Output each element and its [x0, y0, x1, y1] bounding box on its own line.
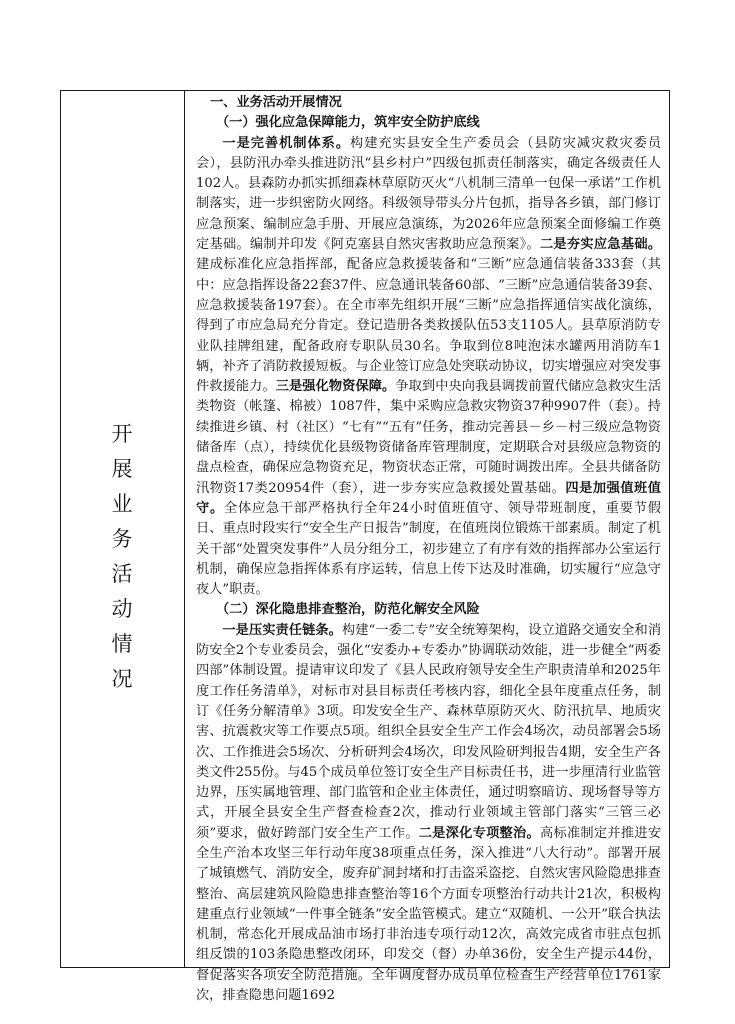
section-label: 开展业务活动情况: [111, 421, 134, 691]
lead-foundation: 二是夯实应急基础。: [539, 237, 662, 253]
subheading-hazard-rectification: （二）深化隐患排查整治，防范化解安全风险: [216, 602, 480, 618]
section-label-cell: [61, 91, 185, 967]
lead-special-rectification: 二是深化专项整治。: [418, 825, 540, 841]
content-cell: [185, 91, 669, 1004]
subheading-emergency-capacity: （一）强化应急保障能力，筑牢安全防护底线: [216, 115, 480, 131]
paragraph-hazard-rectification: 一是压实责任链条。构建“一委二专”安全统筹架构，设立道路交通安全和消防安全2个专业委员会，强化“安委办+专委办”协调联动效能，进一步健全“两委四部”体制设置。提请审议印发了《县人民政府领导安全生产职责清单和2025年度工作任务清单》，对标市对县目标责任考核内容，细化全县年度重点任务，制订《任务分解清单》3项。印发安全生产、森林草原防灭火、防汛抗旱、地质灾害、抗震救灾等工作要点5项。组织全县安全生产工作会4场次，动员部署会5场次、工作推进会5场次、分析研判会4场次，印发风险研判报告4期，安全生产各类文件255份。与45个成员单位签订安全生产目标责任书，进一步厘清行业监管边界，压实属地管理、部门监管和企业主体责任，通过明察暗访、现场督导等方式，开展全县安全生产督查检查2次，推动行业领域主管部门落实“三管三必须”要求，做好跨部门安全生产工作。二是深化专项整治。高标准制定并推进安全生产治本攻坚三年行动年度38项重点任务，深入推进“八大行动”。部署开展了城镇燃气、消防安全，废弃矿洞封堵和打击盗采盗挖、自然灾害风险隐患排查整治、高层建筑风险隐患排查整治等16个方面专项整治行动共计21次，积极构建重点行业领域“一件事全链条”安全监管模式。建立“双随机、一公开”联合执法机制，常态化开展成品油市场打非治违专项行动12次，高效完成省市驻点包抓组反馈的103条隐患整改闭环，印发交（督）办单36份，安全生产提示44份，督促落实各项安全防范措施。全年调度督办成员单位检查生产经营单位1761家次，排查隐患问题1692: [196, 622, 662, 1004]
lead-mechanism: 一是完善机制体系。: [222, 135, 351, 151]
lead-duty: 四是加强值班值守。: [196, 480, 661, 516]
paragraph-emergency-capacity: 一是完善机制体系。构建充实县安全生产委员会（县防灾减灾救灾委员会），县防汛办牵头推进防汛“县乡村户”四级包抓责任制落实，确定各级责任人102人。县森防办抓实抓细森林草原防灭火“八机制三清单一包保一承诺”工作机制落实，进一步织密防火网络。科级领导带头分片包抓，指导各乡镇，部门修订应急预案、编制应急手册、开展应急演练，为2026年应急预案全面修编工作奠定基础。编制并印发《阿克塞县自然灾害救助应急预案》。二是夯实应急基础。建成标准化应急指挥部，配备应急救援装备和“三断”应急通信装备333套（其中：应急指挥设备22套37件、应急通讯装备60部、“三断”应急通信装备39套、应急救援装备197套）。在全市率先组织开展“三断”应急指挥通信实战化演练，得到了市应急局充分肯定。登记造册各类救援队伍53支1105人。县草原消防专业队挂牌组建，配备政府专职队员30名。争取到位8吨泡沫水罐两用消防车1辆，补齐了消防救援短板。与企业签订应急处突联动协议，切实增强应对突发事件救援能力。三是强化物资保障。争取到中央向我县调拨前置代储应急救灾生活类物资（帐篷、棉被）1087件，集中采购应急救灾物资37种9907件（套）。持续推进乡镇、村（社区）“七有”“五有”任务，推动完善县－乡－村三级应急物资储备库（点），持续优化县级物资储备库管理制度，定期联合对县级应急物资的盘点检查，确保应急物资充足，物资状态正常，可随时调拨出库。全县共储备防汛物资17类20954件（套），进一步夯实应急救援处置基础。四是加强值班值守。全体应急干部严格执行全年24小时值班值守、领导带班制度，重要节假日、重点时段实行“安全生产日报告”制度，在值班岗位锻炼干部素质。制定了机关干部“处置突发事件”人员分组分工，初步建立了有序有效的指挥部办公室运行机制，确保应急指挥体系有序运转，信息上传下达及时准确，切实履行“应急守夜人”职责。: [196, 135, 662, 598]
lead-responsibility: 一是压实责任链条。: [222, 622, 342, 638]
lead-materials: 三是强化物资保障。: [275, 379, 396, 395]
report-form-table: [60, 90, 670, 1004]
heading-business-activities: 一、业务活动开展情况: [210, 95, 342, 110]
